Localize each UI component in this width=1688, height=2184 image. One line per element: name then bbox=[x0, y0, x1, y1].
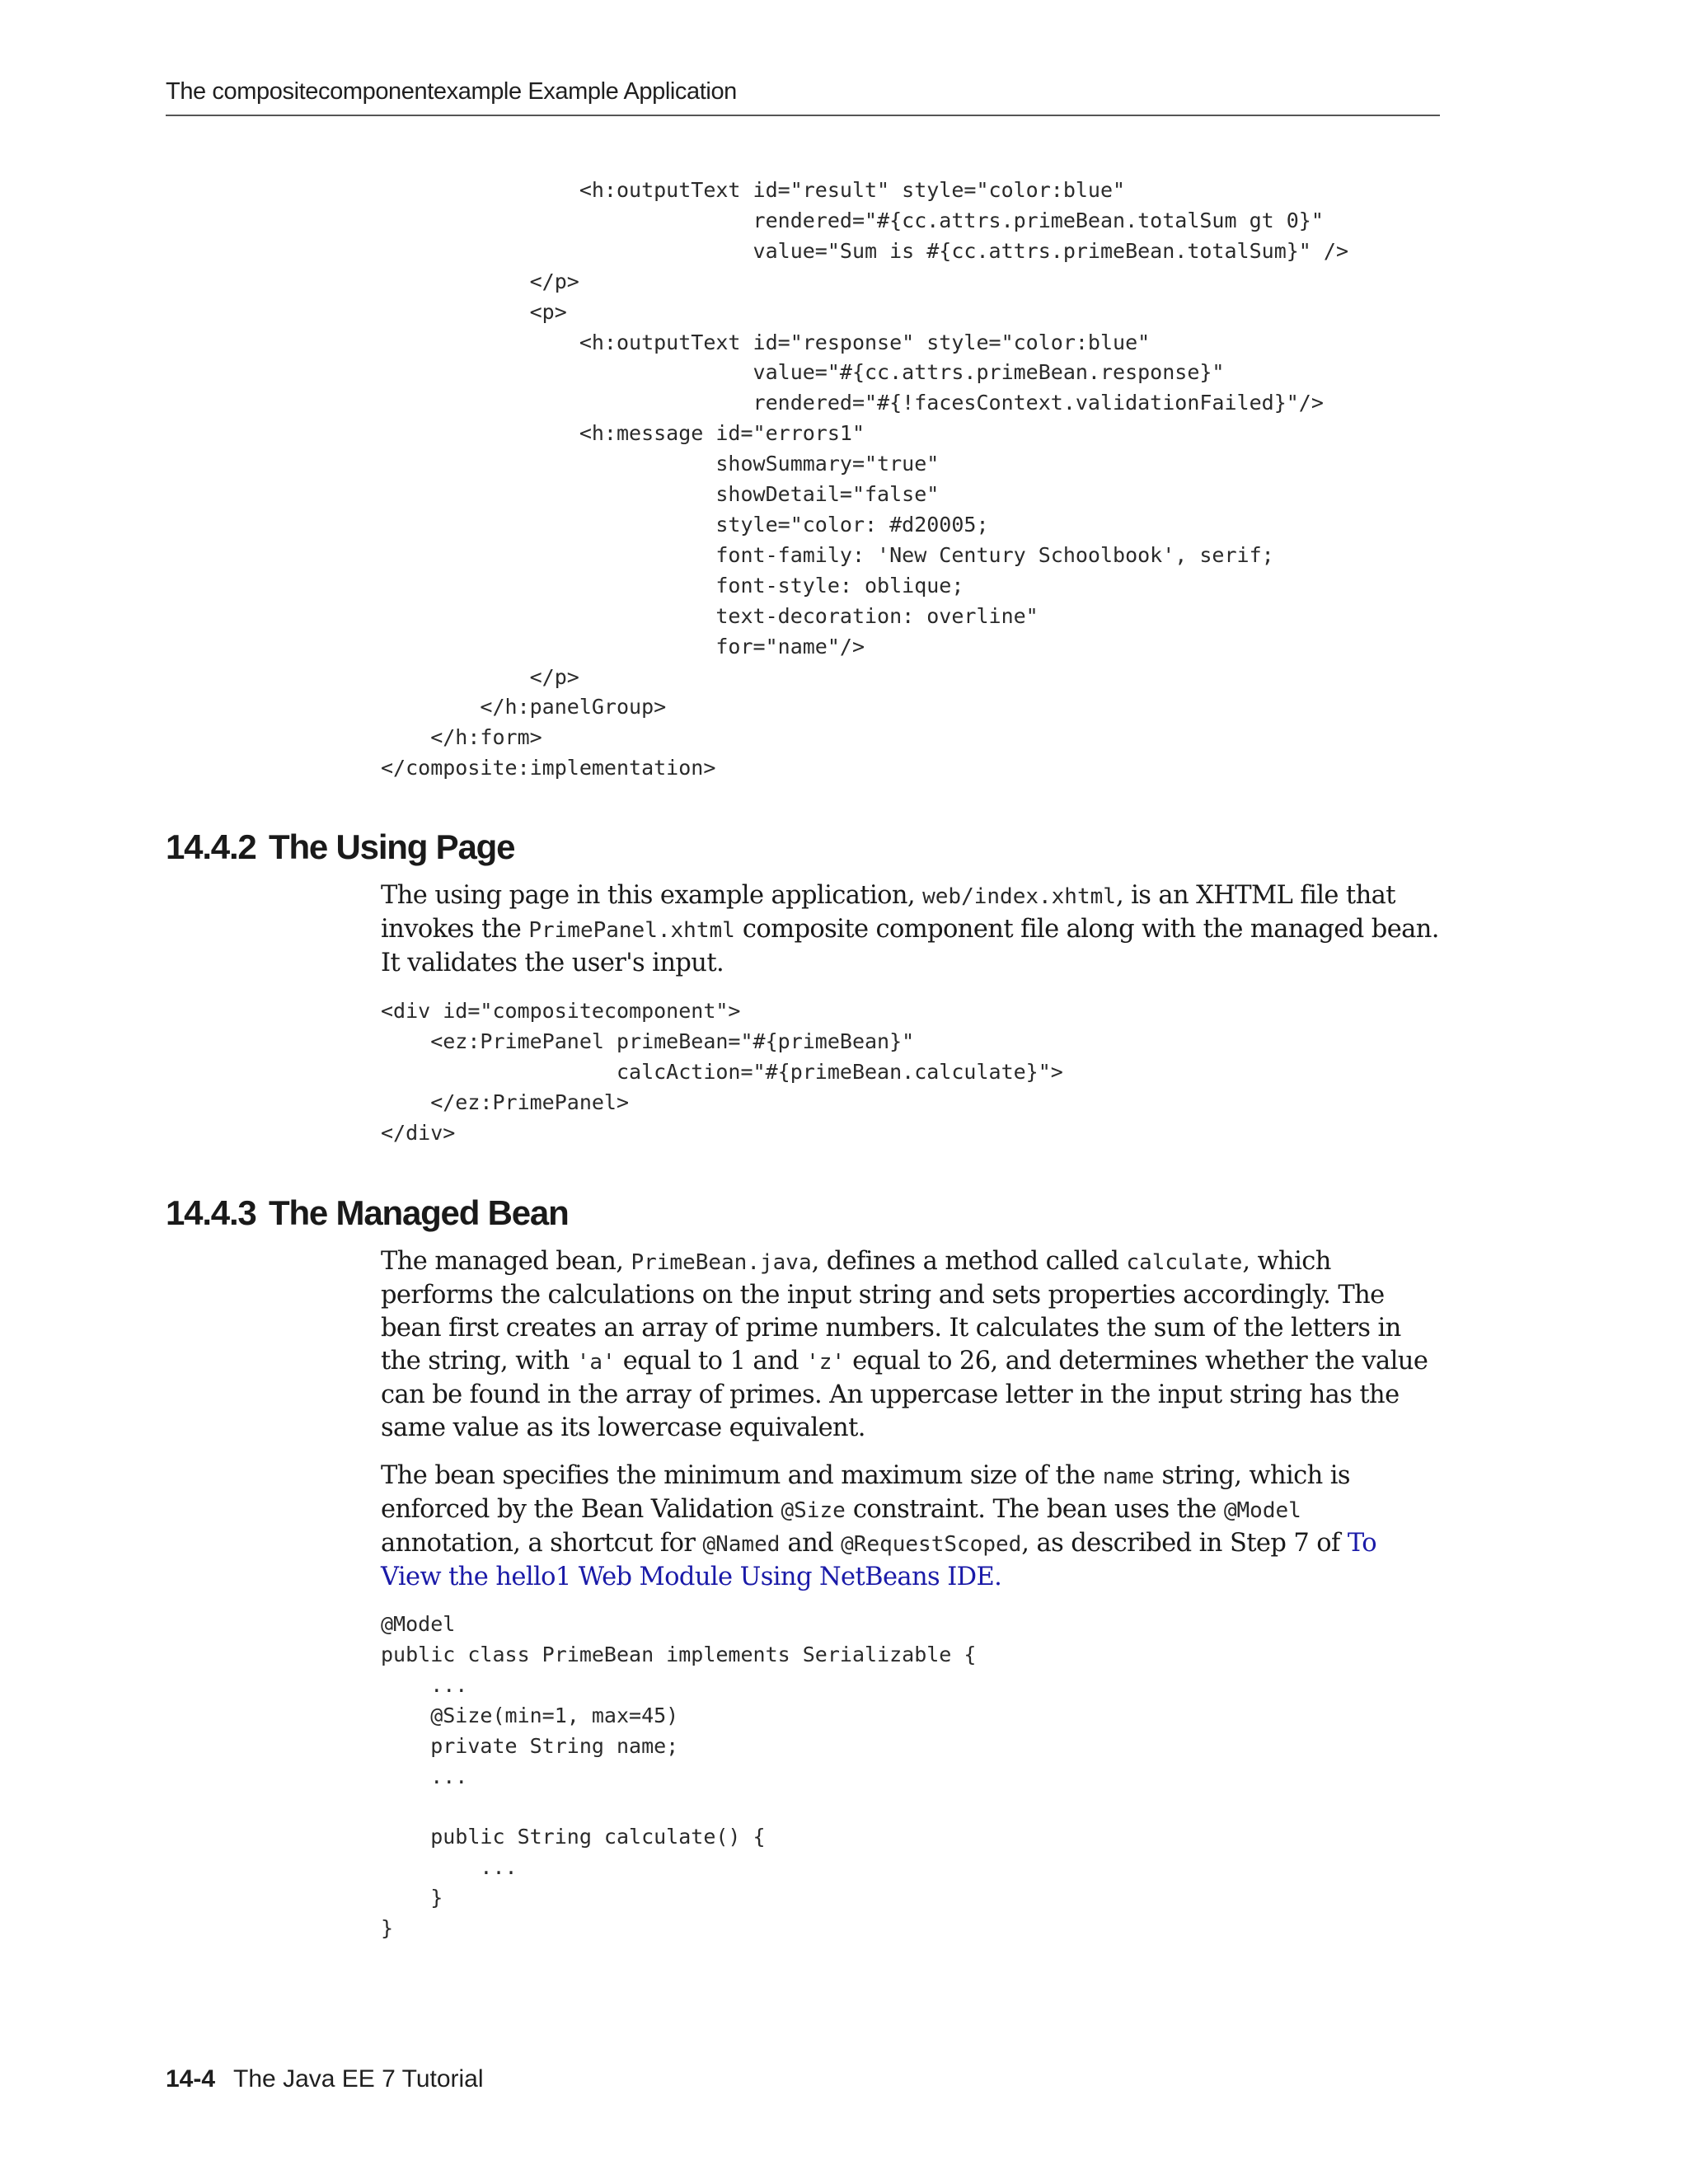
text-run: , defines a method called bbox=[811, 1247, 1127, 1276]
text-run: composite component file along with the managed bean. It validates the user's input. bbox=[381, 915, 1439, 977]
using-page-paragraph bbox=[381, 879, 1444, 980]
inline-code: PrimeBean.java bbox=[631, 1250, 812, 1275]
text-run: The managed bean, bbox=[381, 1247, 631, 1276]
inline-code: web/index.xhtml bbox=[922, 884, 1116, 909]
inline-code: @Size bbox=[781, 1498, 846, 1523]
managed-bean-paragraph-1 bbox=[381, 1245, 1444, 1445]
section-heading-using-page bbox=[166, 826, 514, 869]
text-run: , which performs the calculations on the input string and sets properties accordingly. The bean first creates an array of prime numbers. It calculates the sum of the letters in the string, with bbox=[381, 1247, 1401, 1376]
code-block-panel-group-end: <h:outputText id="result" style="color:blue" rendered="#{cc.attrs.primeBean.totalSum gt 0}" value="Sum is #{cc.attrs.primeBean.totalSum}" /> </p> <p> <h:outputText id="response" style="color:blue" value="#{cc.attrs.primeBean.response}" rendered="#{!facesContext.validationFailed}"/> <h:message id="errors1" showSummary="true" showDetail="false" style="color: #d20005; font-family: 'New Century Schoolbook', serif; font-style: oblique; text-decoration: overline" for="name"/> </p> </h:panelGroup> </h:form> </composite:implementation> bbox=[381, 178, 1348, 780]
section-title: The Managed Bean bbox=[269, 1193, 569, 1232]
text-run: annotation, a shortcut for bbox=[381, 1529, 703, 1558]
code-block-managed-bean: @Model public class PrimeBean implements Serializable { ... @Size(min=1, max=45) private String name; ... public String calculate() { ... } } bbox=[381, 1612, 977, 1941]
text-run: string, which is enforced by the Bean Validation bbox=[381, 1461, 1350, 1524]
text-run: equal to 26, and determines whether the value can be found in the array of primes. An uppercase letter in the input string has the same value as its lowercase equivalent. bbox=[381, 1347, 1428, 1442]
inline-code: name bbox=[1102, 1465, 1155, 1489]
text-run: , as described in Step 7 of bbox=[1021, 1529, 1348, 1558]
text-run: , is an XHTML file that invokes the bbox=[381, 881, 1395, 944]
section-number: 14.4.3 bbox=[166, 1193, 256, 1232]
section-number: 14.4.2 bbox=[166, 827, 256, 866]
inline-code: @Named bbox=[702, 1532, 781, 1557]
text-run: The using page in this example application, bbox=[381, 881, 923, 910]
text-run: constraint. The bean uses the bbox=[845, 1495, 1224, 1524]
running-header-title: The compositecomponentexample Example Application bbox=[166, 78, 737, 105]
text-run: equal to 1 and bbox=[615, 1347, 807, 1376]
code-block-using-page: <div id="compositecomponent"> <ez:PrimePanel primeBean="#{primeBean}" calcAction="#{primeBean.calculate}"> </ez:PrimePanel> </div> bbox=[381, 999, 1063, 1145]
hello1-netbeans-link[interactable]: To View the hello1 Web Module Using NetBeans IDE. bbox=[381, 1529, 1376, 1591]
inline-code: 'z' bbox=[806, 1350, 846, 1375]
inline-code: @RequestScoped bbox=[841, 1532, 1022, 1557]
page-footer bbox=[166, 2065, 484, 2093]
inline-code: @Model bbox=[1223, 1498, 1301, 1523]
inline-code: 'a' bbox=[576, 1350, 616, 1375]
section-heading-managed-bean bbox=[166, 1192, 569, 1235]
inline-code: calculate bbox=[1126, 1250, 1243, 1275]
book-title: The Java EE 7 Tutorial bbox=[233, 2065, 484, 2093]
managed-bean-paragraph-2 bbox=[381, 1460, 1444, 1594]
running-header bbox=[166, 75, 1440, 116]
inline-code: PrimePanel.xhtml bbox=[528, 918, 735, 943]
page-number: 14-4 bbox=[166, 2065, 216, 2093]
text-run: and bbox=[780, 1529, 842, 1558]
text-run: The bean specifies the minimum and maximum size of the bbox=[381, 1461, 1103, 1490]
section-title: The Using Page bbox=[269, 827, 515, 866]
